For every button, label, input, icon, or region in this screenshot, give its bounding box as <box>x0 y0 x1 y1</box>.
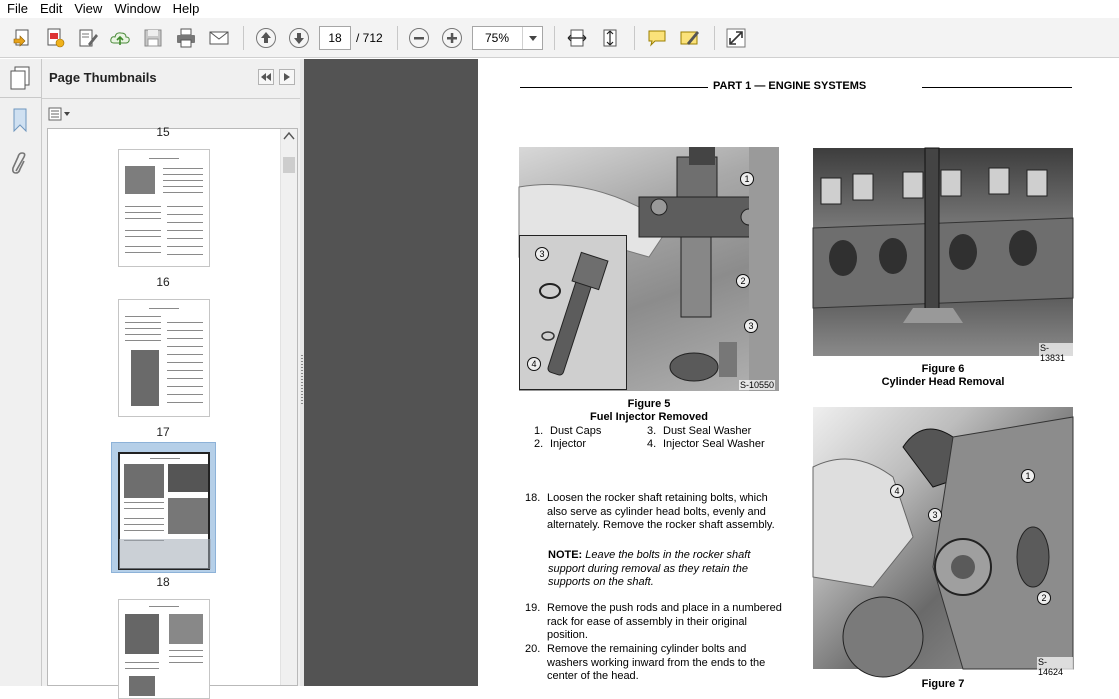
figure-5-caption: Fuel Injector Removed <box>590 411 708 423</box>
page-thumbnails-toggle[interactable] <box>7 65 33 91</box>
bookmarks-toggle[interactable] <box>7 107 33 133</box>
print-button[interactable] <box>173 25 199 51</box>
figure-5-photo-id: S-10550 <box>740 380 775 390</box>
legend-text: Dust Seal Washer <box>663 425 752 437</box>
menu-help[interactable]: Help <box>172 1 200 16</box>
thumbnail-options-button[interactable] <box>48 106 74 122</box>
comment-button[interactable] <box>644 25 670 51</box>
thumbnail-scrollbar[interactable] <box>280 129 297 685</box>
highlight-pen-icon <box>679 27 701 49</box>
save-icon <box>142 27 164 49</box>
figure-6-caption: Cylinder Head Removal <box>881 376 1005 388</box>
page-thumbnails-icon <box>9 66 31 90</box>
figure-6-photo-id: S-13831 <box>1039 343 1073 363</box>
legend-text: Injector Seal Washer <box>663 438 765 450</box>
thumbnail-label: 17 <box>156 425 170 439</box>
arrow-up-icon <box>255 27 277 49</box>
thumbnail-page-19[interactable] <box>118 599 210 699</box>
page-number-input[interactable]: 18 <box>319 26 351 50</box>
thumbnail-label: 18 <box>156 575 170 589</box>
comment-icon <box>646 27 668 49</box>
figure-5-callout: 1 <box>740 172 754 186</box>
page-header-text: PART 1 — ENGINE SYSTEMS <box>713 80 867 92</box>
figure-7-callout: 3 <box>928 508 942 522</box>
step-19 <box>525 602 795 641</box>
figure-5-label: Figure 5 <box>627 398 671 410</box>
menu-bar <box>0 0 1119 18</box>
step-number: 18. <box>525 492 541 504</box>
panel-title: Page Thumbnails <box>49 70 157 85</box>
create-pdf-icon <box>44 27 66 49</box>
step-18 <box>525 492 795 534</box>
bookmark-icon <box>10 107 30 133</box>
zoom-value: 75% <box>485 31 510 45</box>
legend-num: 2. <box>534 438 544 450</box>
menu-edit[interactable]: Edit <box>39 1 63 16</box>
figure-5-callout: 3 <box>744 319 758 333</box>
figure-7-callout: 1 <box>1021 469 1035 483</box>
figure-7-photo-id: S-14624 <box>1037 657 1073 677</box>
figure-5-callout: 3 <box>535 247 549 261</box>
plus-icon <box>441 27 463 49</box>
step-number: 19. <box>525 602 541 614</box>
email-button[interactable] <box>206 25 232 51</box>
figure-7-photo <box>813 407 1073 677</box>
expand-icon <box>725 27 747 49</box>
step-text: Remove the remaining cylinder bolts and washers working inward from the ends to the center of the head. <box>547 643 766 682</box>
thumbnails-panel <box>42 59 300 686</box>
expand-panel-button[interactable] <box>279 69 295 85</box>
figure-6-label: Figure 6 <box>921 363 965 375</box>
figure-5-callout: 2 <box>736 274 750 288</box>
navigation-rail <box>0 59 42 686</box>
cloud-upload-icon <box>109 27 131 49</box>
figure-5-callout: 4 <box>527 357 541 371</box>
page-header <box>520 80 1070 94</box>
zoom-in-button[interactable] <box>439 25 465 51</box>
paperclip-icon <box>10 151 30 177</box>
note-text: Leave the bolts in the rocker shaft support during removal as they retain the supports on the shaft. <box>548 549 751 588</box>
cloud-upload-button[interactable] <box>107 25 133 51</box>
fit-page-button[interactable] <box>597 25 623 51</box>
thumbnail-label: 15 <box>156 125 170 139</box>
note-label: NOTE: <box>548 549 583 561</box>
zoom-out-button[interactable] <box>406 25 432 51</box>
minus-icon <box>408 27 430 49</box>
arrow-down-icon <box>288 27 310 49</box>
highlight-button[interactable] <box>677 25 703 51</box>
open-button[interactable] <box>9 25 35 51</box>
fullscreen-button[interactable] <box>723 25 749 51</box>
figure-5-legend <box>534 425 784 455</box>
thumbnail-page-18[interactable] <box>111 442 216 573</box>
scroll-up-icon[interactable] <box>284 133 294 139</box>
step-number: 20. <box>525 643 541 655</box>
toolbar <box>0 18 1119 58</box>
pdf-page <box>478 59 1119 690</box>
scrollbar-thumb[interactable] <box>283 157 295 173</box>
print-icon <box>175 27 197 49</box>
options-menu-icon <box>48 107 72 121</box>
edit-page-icon <box>77 27 99 49</box>
attachments-toggle[interactable] <box>7 151 33 177</box>
legend-text: Injector <box>550 438 587 450</box>
legend-text: Dust Caps <box>550 425 602 437</box>
figure-6-photo <box>813 148 1073 363</box>
thumbnail-label: 16 <box>156 275 170 289</box>
zoom-select[interactable] <box>472 26 543 50</box>
edit-button[interactable] <box>75 25 101 51</box>
note-block <box>548 549 788 590</box>
open-icon <box>11 27 33 49</box>
menu-window[interactable]: Window <box>114 1 161 16</box>
fit-page-icon <box>599 27 621 49</box>
step-text: Loosen the rocker shaft retaining bolts, which also serve as cylinder head bolts, evenly and alternately. Remove the rocker shaft assembly. <box>547 492 775 531</box>
save-button[interactable] <box>140 25 166 51</box>
menu-file[interactable]: File <box>7 1 28 16</box>
fit-width-icon <box>566 27 588 49</box>
thumbnail-page-17[interactable] <box>118 299 210 417</box>
splitter-grip[interactable] <box>301 355 303 405</box>
previous-page-button[interactable] <box>253 25 279 51</box>
chevron-right-icon <box>284 73 290 81</box>
figure-5-photo <box>519 147 779 391</box>
figure-7-label: Figure 7 <box>921 678 965 690</box>
step-20 <box>525 643 795 685</box>
thumbnail-page-16[interactable] <box>118 149 210 267</box>
create-pdf-button[interactable] <box>42 25 68 51</box>
collapse-panel-button[interactable] <box>258 69 274 85</box>
figure-7-callout: 4 <box>890 484 904 498</box>
thumbnail-list <box>47 125 298 686</box>
step-text: Remove the push rods and place in a numbered rack for ease of assembly in their original position. <box>547 602 782 641</box>
menu-view[interactable]: View <box>74 1 103 16</box>
next-page-button[interactable] <box>286 25 312 51</box>
email-icon <box>208 27 230 49</box>
chevron-down-icon[interactable] <box>522 27 542 49</box>
figure-7-callout: 2 <box>1037 591 1051 605</box>
double-chevron-left-icon <box>261 73 271 81</box>
page-count: / 712 <box>356 31 383 45</box>
legend-num: 4. <box>647 438 657 450</box>
legend-num: 1. <box>534 425 544 437</box>
legend-num: 3. <box>647 425 657 437</box>
fit-width-button[interactable] <box>564 25 590 51</box>
